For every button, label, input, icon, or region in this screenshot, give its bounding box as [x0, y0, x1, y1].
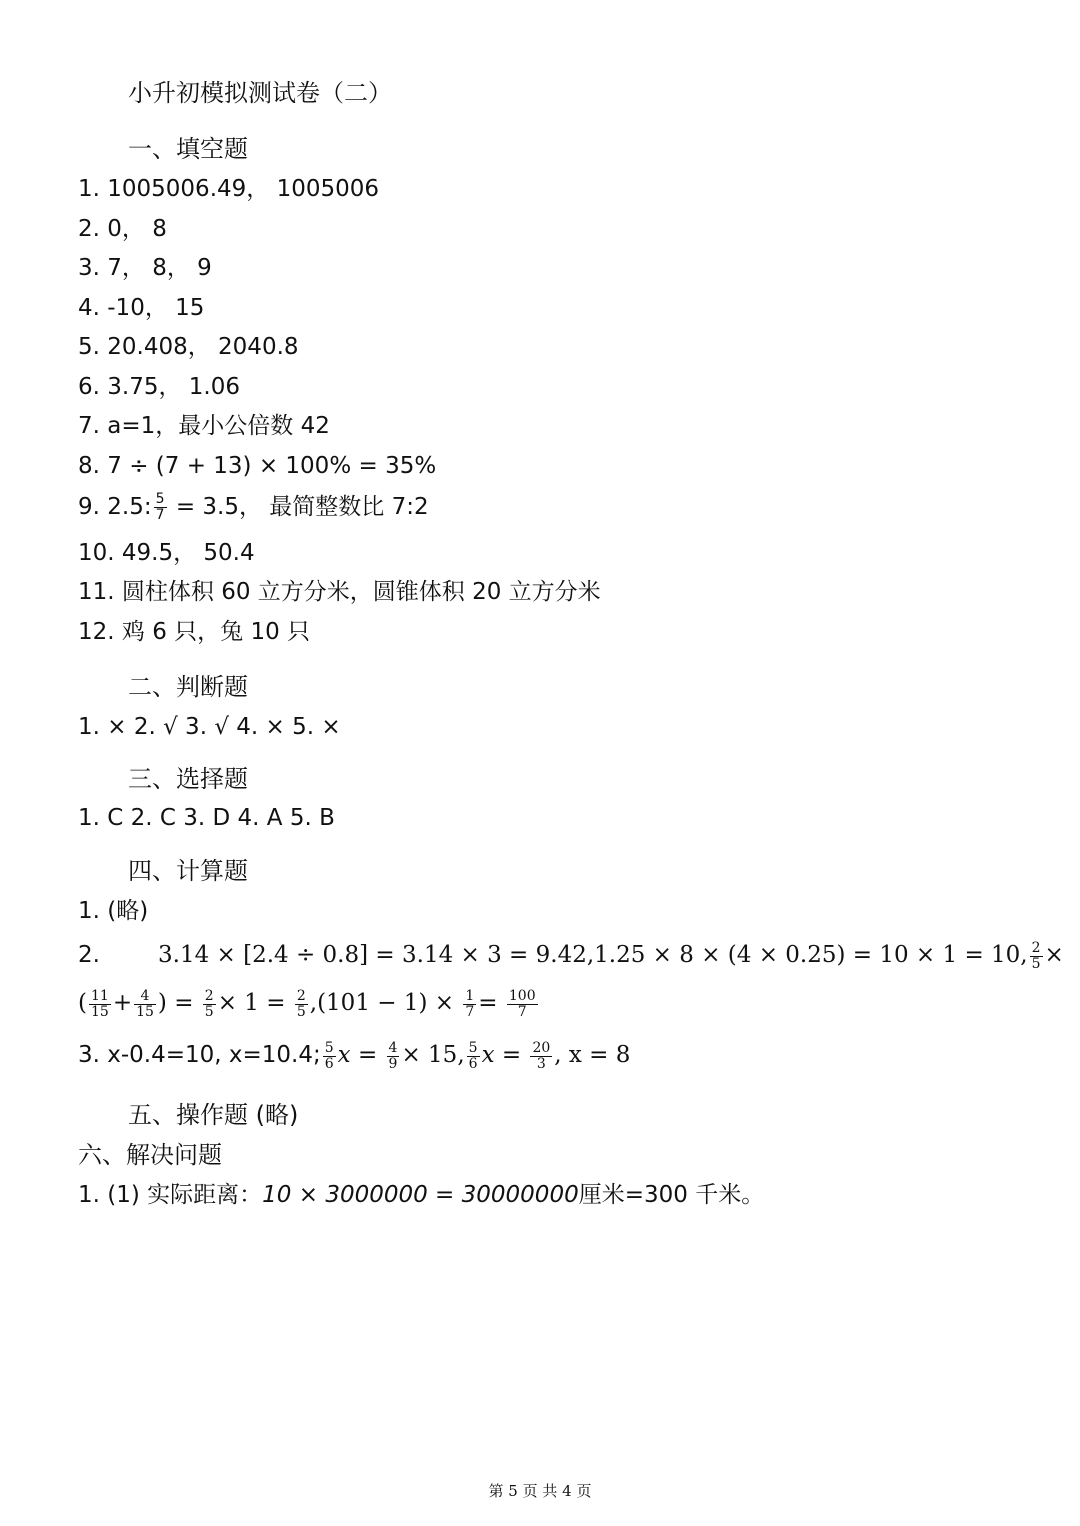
page-footer: 第 5 页 共 4 页	[488, 1482, 592, 1500]
fill-answer-9	[78, 492, 429, 523]
calc-answer-2-line2: ( $\frac{11}{15}$ + $\frac{4}{15}$ ) = $\frac{2}{5}$ × 1 = $\frac{2}{5}$ ,(101 − 1) × $\frac{1}{7}$ = $\frac{100}{7}$	[78, 987, 536, 1020]
section-heading-solve: 六、解决问题	[78, 1141, 222, 1169]
page-title: 小升初模拟测试卷（二）	[128, 79, 392, 107]
calc-answer-2-label: 2.	[78, 942, 100, 968]
fraction: $\frac{4}{15}$	[136, 987, 154, 1020]
fraction: $\frac{2}{5}$	[204, 987, 214, 1020]
fraction: $\frac{2}{5}$	[296, 987, 306, 1020]
section-heading-choice: 三、选择题	[128, 765, 248, 793]
fraction: $\frac{20}{3}$	[532, 1039, 551, 1072]
calc-answer-3: 3. x-0.4=10, x=10.4; $\frac{5}{6}$ x = $\frac{4}{9}$ × 15, $\frac{5}{6}$ x = $\frac{20}{3}$ , x = 8	[78, 1039, 631, 1072]
section-heading-calc: 四、计算题	[128, 857, 248, 885]
fraction: $\frac{4}{9}$	[388, 1039, 398, 1072]
fill-answer-7: 7. a=1，最小公倍数 42	[78, 413, 330, 439]
q9-suffix: = 3.5， 最简整数比 7:2	[175, 494, 429, 520]
fraction: $\frac{100}{7}$	[508, 987, 536, 1020]
calc-answer-2-line1: 3.14 × [2.4 ÷ 0.8] = 3.14 × 3 = 9.42,1.25 × 8 × (4 × 0.25) = 10 × 1 = 10, $\frac{2}{5}$ ×	[158, 939, 1064, 972]
fill-answer-11: 11. 圆柱体积 60 立方分米，圆锥体积 20 立方分米	[78, 579, 601, 605]
fill-answer-2: 2. 0， 8	[78, 216, 167, 242]
fraction: $\frac{1}{7}$	[465, 987, 475, 1020]
fill-answer-6: 6. 3.75， 1.06	[78, 374, 240, 400]
fill-answer-4: 4. -10， 15	[78, 295, 205, 321]
fraction: $\frac{5}{7}$	[155, 491, 165, 523]
section-heading-fill: 一、填空题	[128, 135, 248, 163]
section-heading-operate: 五、操作题 (略)	[128, 1101, 299, 1129]
fraction: $\frac{5}{6}$	[324, 1039, 334, 1072]
fill-answer-1: 1. 1005006.49， 1005006	[78, 176, 380, 202]
fill-answer-3: 3. 7， 8， 9	[78, 255, 212, 281]
fill-answer-12: 12. 鸡 6 只，兔 10 只	[78, 619, 311, 645]
judge-answers: 1. × 2. √ 3. √ 4. × 5. ×	[78, 714, 341, 740]
section-heading-judge: 二、判断题	[128, 673, 248, 701]
fill-answer-8: 8. 7 ÷ (7 + 13) × 100% = 35%	[78, 453, 437, 479]
q9-prefix: 9. 2.5:	[78, 494, 152, 520]
choice-answers: 1. C 2. C 3. D 4. A 5. B	[78, 805, 335, 831]
calc-answer-1: 1. (略)	[78, 898, 149, 924]
fraction: $\frac{5}{6}$	[468, 1039, 478, 1072]
fraction: $\frac{2}{5}$	[1031, 939, 1041, 972]
fill-answer-10: 10. 49.5， 50.4	[78, 540, 255, 566]
fill-answer-5: 5. 20.408， 2040.8	[78, 334, 299, 360]
fraction: $\frac{11}{15}$	[90, 987, 109, 1020]
solve-formula: 10 × 3000000 = 30000000	[262, 1182, 579, 1208]
solve-answer-1: 1. (1) 实际距离：10 × 3000000 = 30000000厘米=300 千米。	[78, 1182, 765, 1208]
